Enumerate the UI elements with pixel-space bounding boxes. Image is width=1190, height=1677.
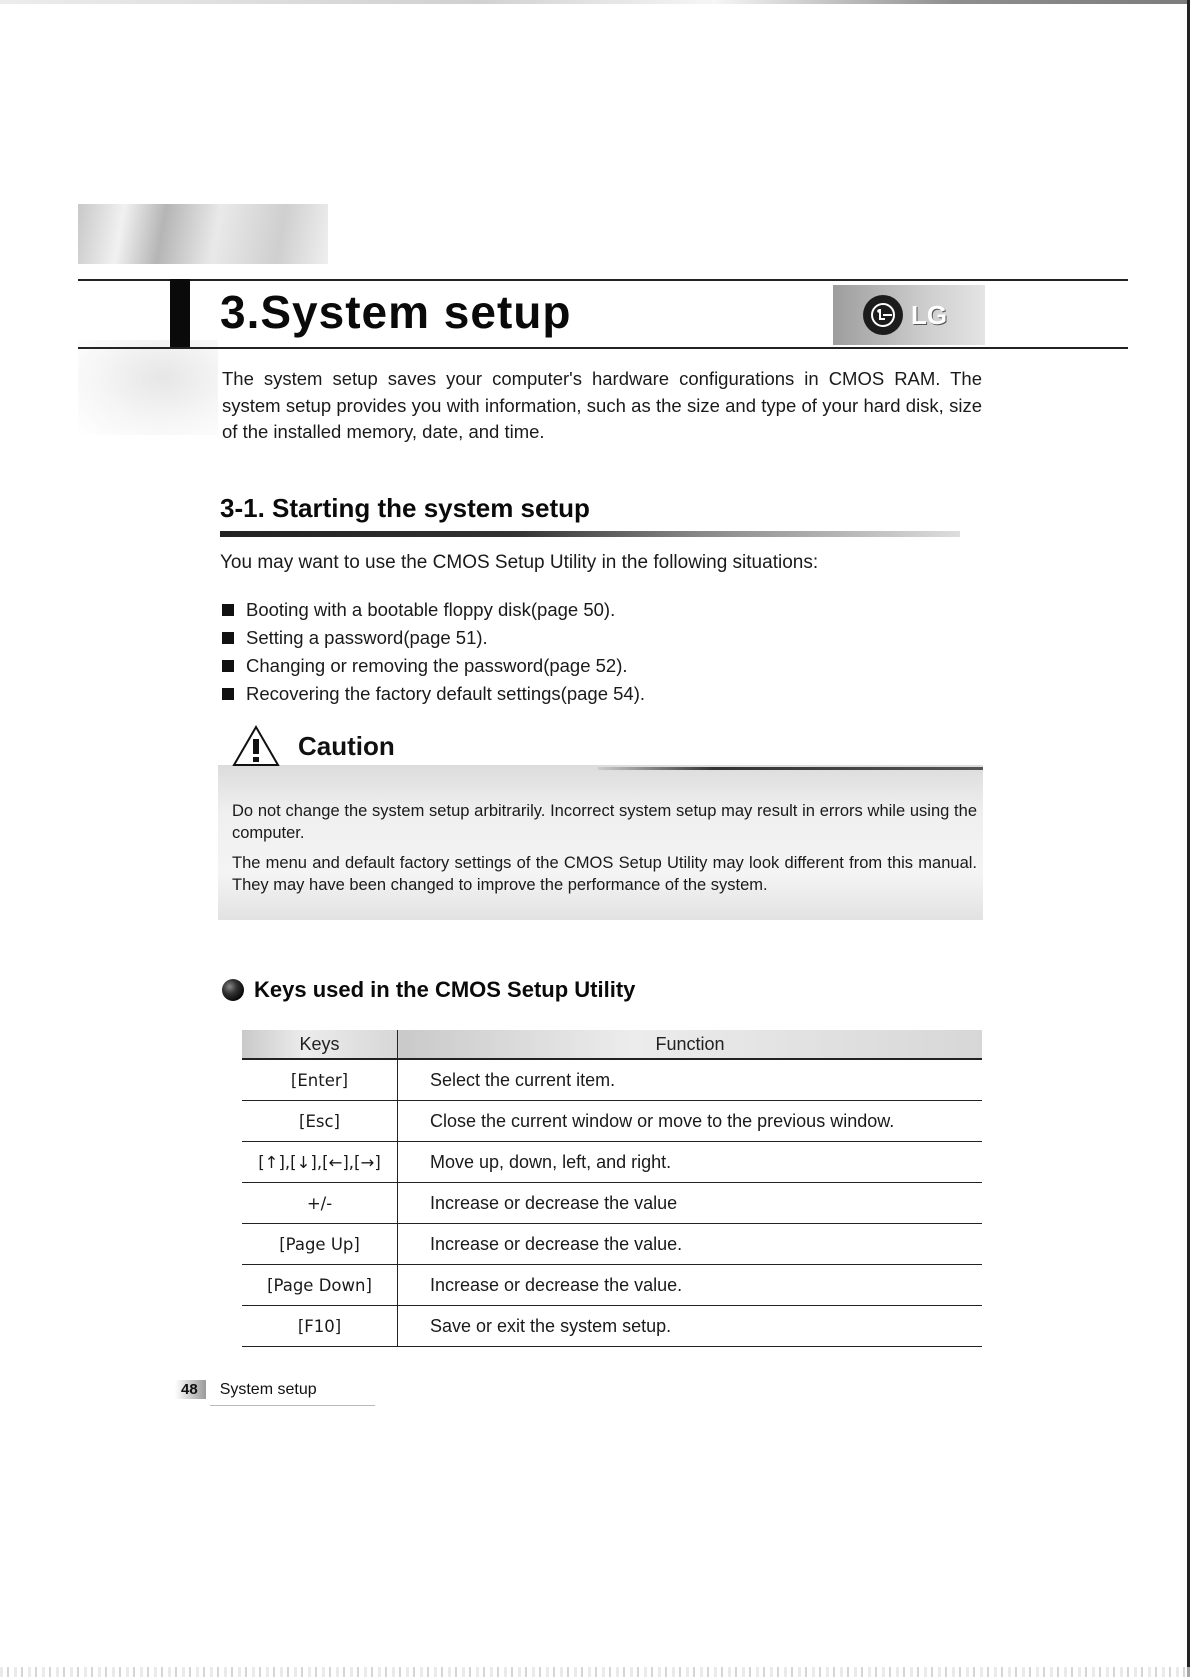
warning-triangle-icon [232,725,280,767]
caution-box [218,725,983,920]
list-item: Booting with a bootable floppy disk(page 50). [222,596,645,624]
function-cell: Move up, down, left, and right. [398,1142,983,1183]
column-header-keys: Keys [242,1030,398,1059]
table-row [242,1142,982,1183]
table-row [242,1265,982,1306]
page-footer [175,1380,317,1399]
function-cell: Select the current item. [398,1059,983,1101]
keys-section-title: Keys used in the CMOS Setup Utility [222,977,635,1003]
square-bullet-icon [222,660,234,672]
intro-decorative-shade [78,340,218,435]
key-cell: [Page Up] [242,1224,398,1265]
situation-list [222,596,645,708]
key-cell: [Page Down] [242,1265,398,1306]
table-row [242,1059,982,1101]
table-row [242,1183,982,1224]
key-cell: +/- [242,1183,398,1224]
scan-edge-bottom [0,1667,1190,1677]
footer-rule [210,1405,375,1406]
function-cell: Increase or decrease the value. [398,1224,983,1265]
caution-paragraph: The menu and default factory settings of the CMOS Setup Utility may look different from this manual. They may have been changed to improve the performance of the system. [232,854,977,894]
title-rule-bottom [78,347,1128,349]
table-row [242,1306,982,1347]
key-cell: [Enter] [242,1059,398,1101]
section-rule [220,531,960,537]
section-title: 3-1. Starting the system setup [220,493,590,523]
key-cell: [F10] [242,1306,398,1347]
footer-label: System setup [219,1380,317,1398]
sphere-bullet-icon [222,979,244,1001]
keys-table [242,1030,982,1347]
brand-name: LG [911,299,948,330]
caution-title: Caution [298,731,395,761]
list-item: Recovering the factory default settings(page 54). [222,680,645,708]
function-cell: Close the current window or move to the previous window. [398,1101,983,1142]
scan-edge-top [0,0,1190,4]
brand-badge [833,285,985,345]
section-lead: You may want to use the CMOS Setup Utility in the following situations: [220,552,819,573]
list-item: Setting a password(page 51). [222,624,645,652]
table-row [242,1224,982,1265]
square-bullet-icon [222,604,234,616]
function-cell: Increase or decrease the value [398,1183,983,1224]
chapter-title: 3.System setup [220,286,572,338]
intro-paragraph: The system setup saves your computer's hardware configurations in CMOS RAM. The system setup provides you with information, such as the size and type of your hard disk, size of the installed memory, date, and time. [222,368,982,442]
caution-paragraph: Do not change the system setup arbitrarily. Incorrect system setup may result in errors while using the computer. [232,802,977,842]
column-header-function: Function [398,1030,983,1059]
title-accent-bar [170,279,190,347]
header-decorative-photo [78,204,328,264]
key-cell: [↑],[↓],[←],[→] [242,1142,398,1183]
square-bullet-icon [222,632,234,644]
square-bullet-icon [222,688,234,700]
lg-logo-icon [863,295,903,335]
key-cell: [Esc] [242,1101,398,1142]
function-cell: Save or exit the system setup. [398,1306,983,1347]
page-number: 48 [175,1380,206,1399]
title-rule-top [78,279,1128,281]
table-row [242,1101,982,1142]
function-cell: Increase or decrease the value. [398,1265,983,1306]
caution-rule [598,767,983,770]
list-item: Changing or removing the password(page 52). [222,652,645,680]
table-header-row [242,1030,982,1059]
